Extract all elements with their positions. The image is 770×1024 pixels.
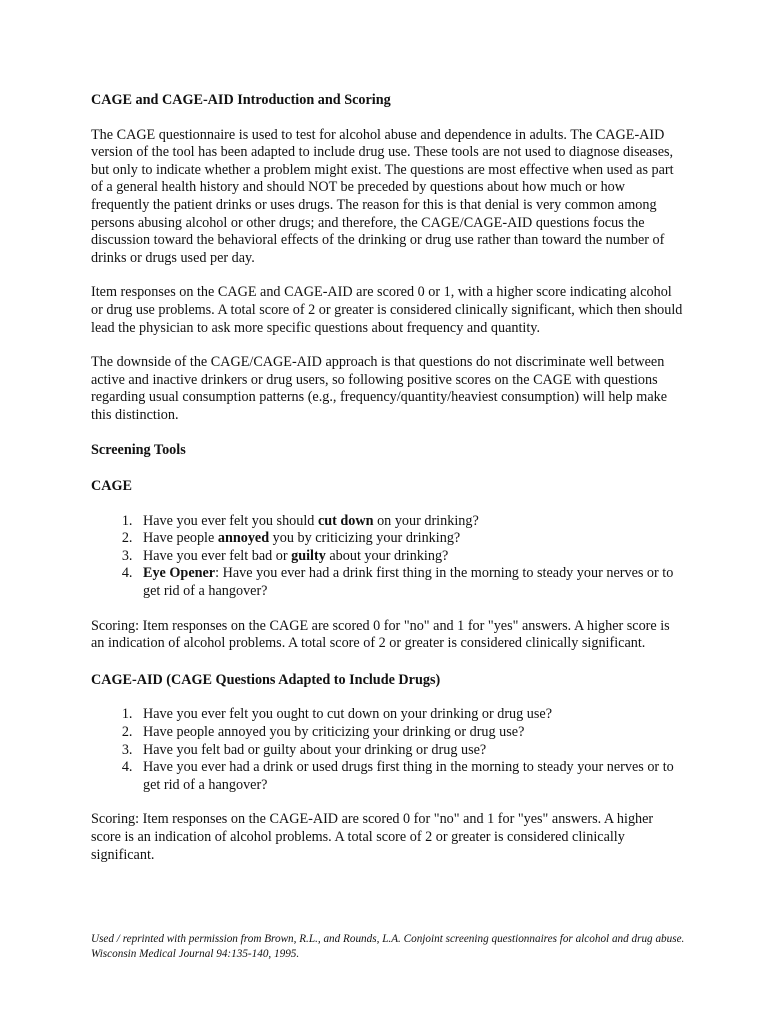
cage-heading: CAGE — [91, 478, 132, 495]
cage-aid-question-item: 3. Have you felt bad or guilty about your drinking or drug use? — [136, 742, 683, 760]
cage-question-item: 1. Have you ever felt you should cut down on your drinking? — [136, 513, 683, 531]
screening-tools-heading: Screening Tools — [91, 441, 186, 458]
cage-keyword: guilty — [291, 547, 326, 564]
citation-footer — [91, 932, 691, 962]
cage-question-item: 2. Have people annoyed you by criticizing your drinking? — [136, 530, 683, 548]
cage-keyword: annoyed — [217, 530, 270, 547]
citation-line-1: Used / reprinted with permission from Brown, R.L., and Rounds, L.A. Conjoint screening questionnaires for alcohol and drug abuse. — [91, 933, 685, 945]
intro-paragraph-1: The CAGE questionnaire is used to test for alcohol abuse and dependence in adults. The CAGE-AID version of the tool has been adapted to include drug use. These tools are not used to diagnose diseases, but only to indicate whether a problem might exist. The questions are most effective when used as part of a general health history and should NOT be preceded by questions about how much or how frequently the patient drinks or uses drugs. The reason for this is that denial is very common among persons abusing alcohol or other drugs; and therefore, the CAGE/CAGE-AID questions focus the discussion toward the behavioral effects of the drinking or drug use rather than toward the number of drinks or drugs used per day. — [91, 126, 674, 266]
cage-keyword: cut down — [317, 512, 374, 529]
cage-aid-question-item: 4. Have you ever had a drink or used drugs first thing in the morning to steady your nerves or to get rid of a hangover? — [136, 759, 683, 794]
document-page — [91, 92, 683, 864]
cage-aid-heading: CAGE-AID (CAGE Questions Adapted to Include Drugs) — [91, 671, 441, 688]
intro-paragraph-3: The downside of the CAGE/CAGE-AID approach is that questions do not discriminate well between active and inactive drinkers or drug users, so following positive scores on the CAGE with questions regarding usual consumption patterns (e.g., frequency/quantity/heaviest consumption) will help make this distinction. — [91, 354, 668, 423]
page-title: CAGE and CAGE-AID Introduction and Scoring — [91, 92, 391, 108]
cage-aid-scoring-text: Scoring: Item responses on the CAGE-AID are scored 0 for "no" and 1 for "yes" answers. A higher score is an indication of alcohol problems. A total score of 2 or greater is considered clinically significant. — [91, 811, 654, 863]
cage-question-item: 4. Eye Opener: Have you ever had a drink first thing in the morning to steady your nerves or to get rid of a hangover? — [136, 565, 683, 600]
cage-question-list — [91, 513, 683, 601]
cage-aid-question-item: 1. Have you ever felt you ought to cut down on your drinking or drug use? — [136, 706, 683, 724]
cage-scoring-text: Scoring: Item responses on the CAGE are scored 0 for "no" and 1 for "yes" answers. A higher score is an indication of alcohol problems. A total score of 2 or greater is considered clinically significant. — [91, 617, 670, 652]
cage-aid-question-list — [91, 706, 683, 794]
cage-keyword: Eye Opener — [143, 565, 216, 582]
cage-aid-question-item: 2. Have people annoyed you by criticizing your drinking or drug use? — [136, 724, 683, 742]
intro-paragraph-2: Item responses on the CAGE and CAGE-AID are scored 0 or 1, with a higher score indicating alcohol or drug use problems. A total score of 2 or greater is considered clinically significant, which then should lead the physician to ask more specific questions about frequency and quantity. — [91, 284, 683, 336]
cage-question-item: 3. Have you ever felt bad or guilty about your drinking? — [136, 548, 683, 566]
citation-line-2: Wisconsin Medical Journal 94:135-140, 1995. — [91, 948, 300, 960]
